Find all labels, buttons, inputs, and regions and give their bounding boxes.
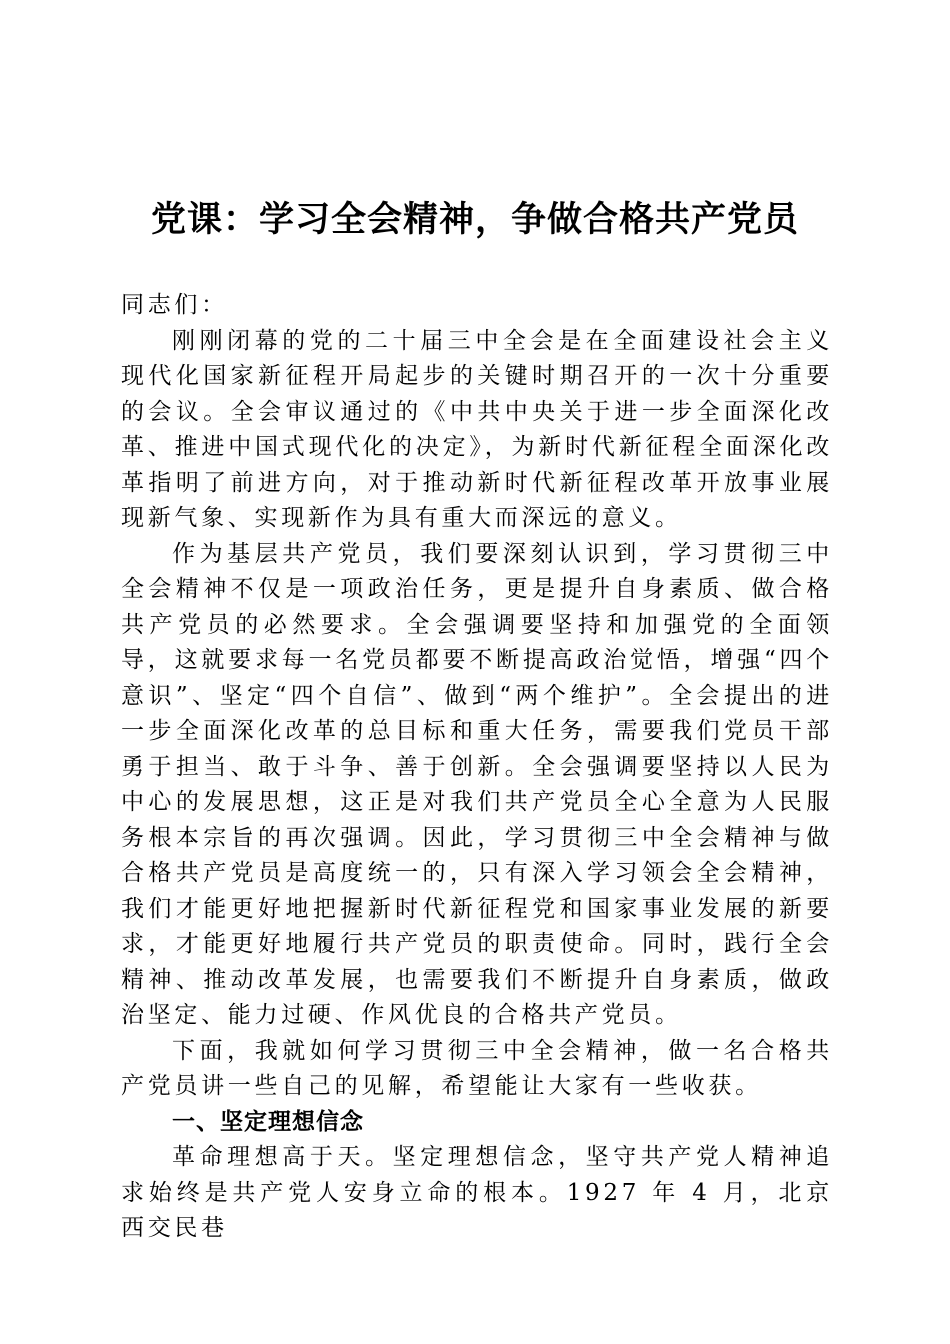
salutation: 同志们： (121, 292, 228, 318)
document-title: 党课：学习全会精神，争做合格共产党员 (150, 200, 799, 240)
document-body (121, 288, 833, 1247)
section-heading: 一、坚定理想信念 (172, 1108, 364, 1135)
paragraph-intro: 刚刚闭幕的党的二十届三中全会是在全面建设社会主义现代化国家新征程开局起步的关键时期召开的一次十分重要的会议。全会审议通过的《中共中央关于进一步全面深化改革、推进中国式现代化的决定》，为新时代新征程全面深化改革指明了前进方向，对于推动新时代新征程改革开放事业展现新气象、实现新作为具有重大而深远的意义。 (121, 327, 833, 531)
paragraph-significance: 作为基层共产党员，我们要深刻认识到，学习贯彻三中全会精神不仅是一项政治任务，更是提升自身素质、做合格共产党员的必然要求。全会强调要坚持和加强党的全面领导，这就要求每一名党员都要不断提高政治觉悟，增强“四个意识”、坚定“四个自信”、做到“两个维护”。全会提出的进一步全面深化改革的总目标和重大任务，需要我们党员干部勇于担当、敢于斗争、善于创新。全会强调要坚持以人民为中心的发展思想，这正是对我们共产党员全心全意为人民服务根本宗旨的再次强调。因此，学习贯彻三中全会精神与做合格共产党员是高度统一的，只有深入学习领会全会精神，我们才能更好地把握新时代新征程党和国家事业发展的新要求，才能更好地履行共产党员的职责使命。同时，践行全会精神、推动改革发展，也需要我们不断提升自身素质，做政治坚定、能力过硬、作风优良的合格共产党员。 (121, 540, 833, 1028)
paragraph-outline: 下面，我就如何学习贯彻三中全会精神，做一名合格共产党员讲一些自己的见解，希望能让大家有一些收获。 (121, 1037, 833, 1099)
paragraph-section-one: 革命理想高于天。坚定理想信念，坚守共产党人精神追求始终是共产党人安身立命的根本。1927 年 4 月，北京西交民巷 (121, 1144, 833, 1241)
